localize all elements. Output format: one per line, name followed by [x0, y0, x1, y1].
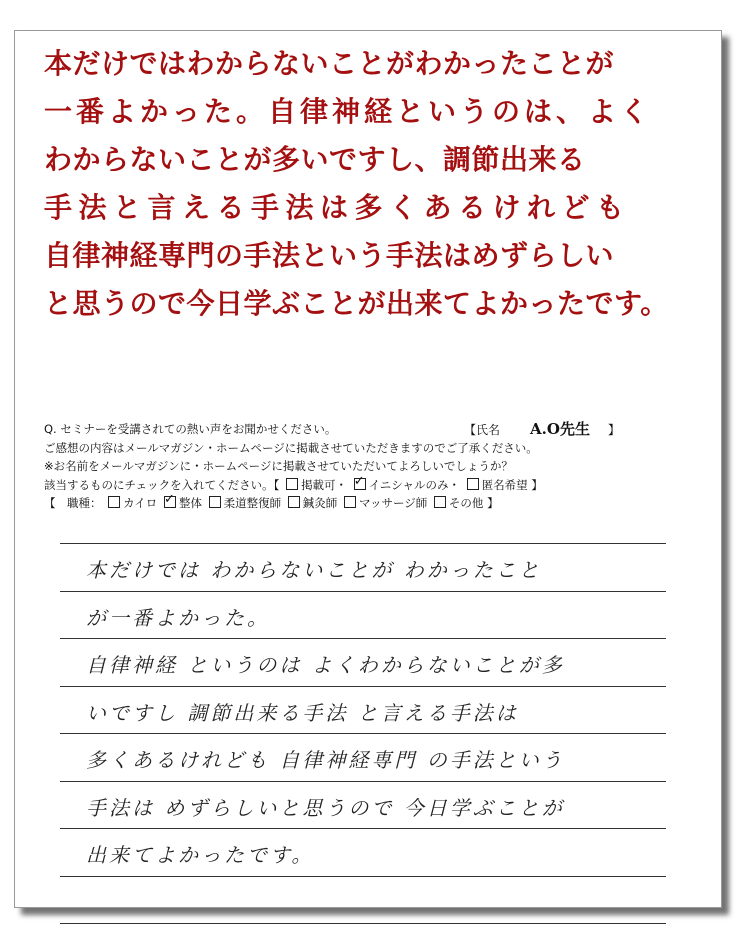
headline-line: 自律神経専門の手法という手法はめずらしい: [44, 239, 615, 272]
anonymous-label: 匿名希望: [481, 477, 528, 492]
comment-line: いですし 調節出来る手法 と言える手法は: [60, 686, 666, 734]
judo-checkbox[interactable]: [209, 496, 221, 508]
chiro-label: カイロ: [123, 496, 158, 510]
headline-line: と思うので今日学ぶことが出来てよかったです。: [44, 287, 669, 320]
comment-line: 出来てよかったです。: [60, 828, 666, 876]
handwritten-comment: [60, 543, 666, 924]
comment-line: 本だけでは わからないことが わかったこと: [60, 543, 666, 591]
notice-row: ご感想の内容はメールマガジン・ホームページに掲載させていただきますのでご了承ください。: [44, 440, 538, 455]
name-bracket: 】: [607, 423, 620, 437]
question-row: [44, 420, 684, 439]
headline-quote: [44, 40, 694, 328]
name-field: [464, 420, 620, 440]
massage-label: マッサージ師: [358, 496, 428, 510]
consent-prompt: 該当するものにチェックを入れてください。【: [44, 477, 280, 492]
comment-line: 多くあるけれども 自律神経専門 の手法という: [60, 733, 666, 781]
headline-line: 手法と言える手法は多くあるけれども: [44, 191, 631, 224]
seitai-label: 整体: [178, 496, 202, 510]
initial-label: イニシャルのみ・: [368, 477, 461, 492]
acupuncture-label: 鍼灸師: [302, 496, 338, 510]
name-label: 【氏名: [464, 423, 501, 437]
judo-label: 柔道整復師: [223, 496, 282, 510]
survey-form: [44, 420, 684, 513]
acupuncture-checkbox[interactable]: [288, 496, 300, 508]
comment-line: が一番よかった。: [60, 591, 666, 639]
comment-line: 自律神経 というのは よくわからないことが多: [60, 638, 666, 686]
consent-bracket: 】: [531, 477, 543, 492]
occupation-label: 【 職種：: [44, 496, 102, 510]
other-label: その他: [448, 496, 484, 510]
anonymous-checkbox[interactable]: [467, 478, 479, 490]
name-value: A.O先生: [530, 420, 590, 438]
chiro-checkbox[interactable]: [108, 496, 120, 508]
other-checkbox[interactable]: [434, 496, 446, 508]
publish-label: 掲載可・: [301, 477, 348, 492]
consent-row: [44, 476, 684, 495]
massage-checkbox[interactable]: [344, 496, 356, 508]
occupation-row: [44, 494, 684, 513]
notice-row: ※お名前をメールマガジンに・ホームページに掲載させていただいてよろしいでしょうか？: [44, 459, 513, 473]
headline-line: わからないことが多いですし、調節出来る: [44, 143, 586, 176]
initial-checkbox[interactable]: [354, 478, 366, 490]
seitai-checkbox[interactable]: [164, 496, 176, 508]
headline-line: 一番よかった。自律神経というのは、よく: [44, 95, 653, 128]
comment-line: [60, 876, 666, 925]
headline-line: 本だけではわからないことがわかったことが: [44, 47, 615, 80]
publish-checkbox[interactable]: [286, 478, 298, 490]
comment-line: 手法は めずらしいと思うので 今日学ぶことが: [60, 781, 666, 829]
occupation-bracket: 】: [487, 496, 499, 510]
question-text: Q. セミナーを受講されての熱い声をお聞かせください。: [44, 422, 337, 436]
